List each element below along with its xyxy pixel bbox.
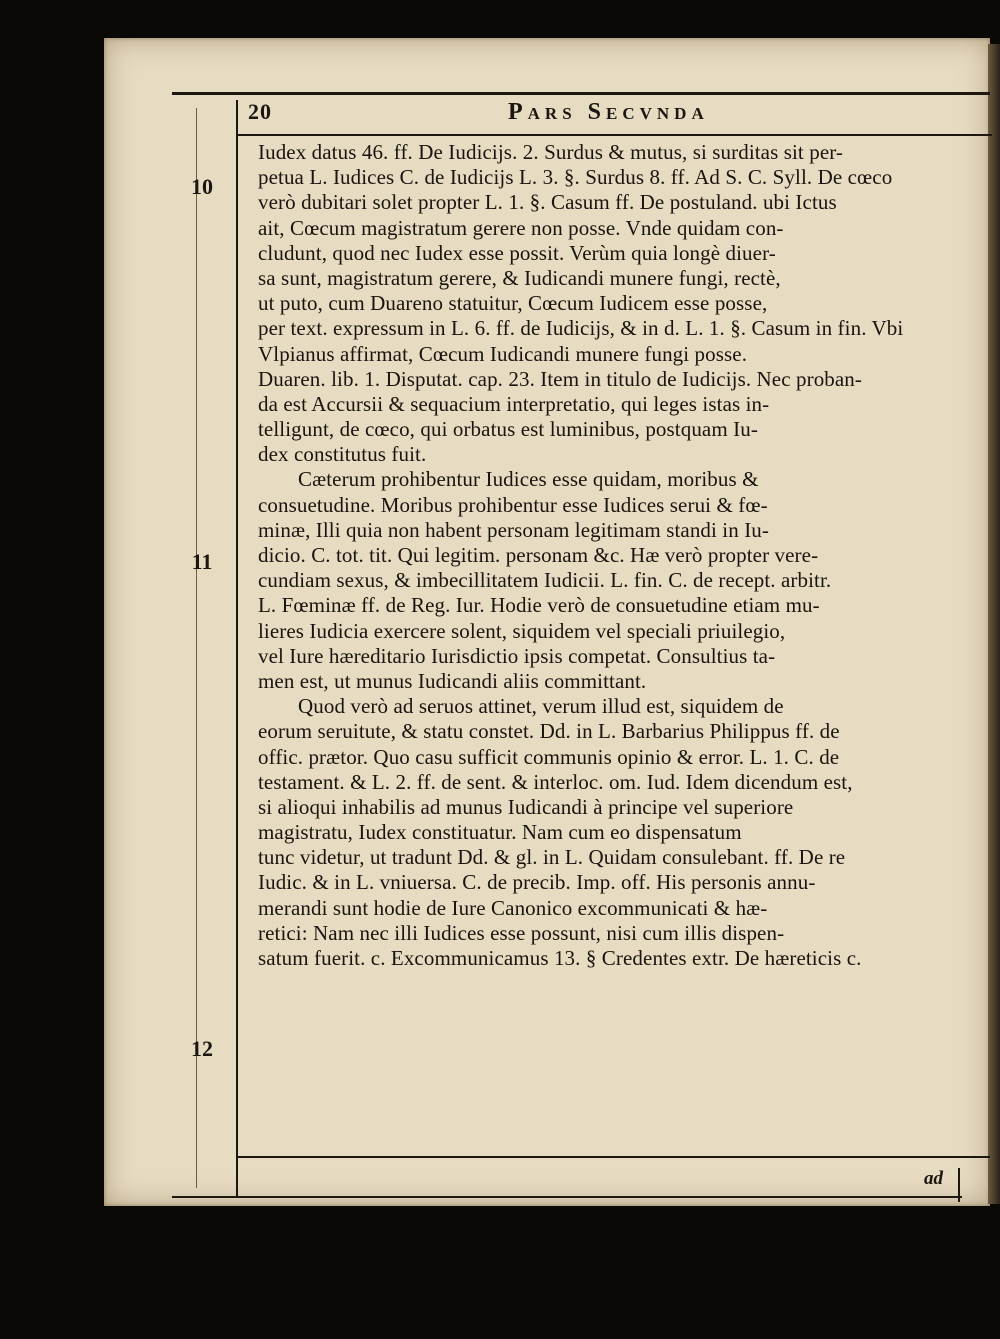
text-line: retici: Nam nec illi Iudices esse possunt, nisi cum illis dispen-	[258, 920, 785, 945]
text-line: dicio. C. tot. tit. Qui legitim. personam &c. Hæ verò propter vere-	[258, 543, 819, 567]
text-line: Iudex datus 46. ff. De Iudicijs. 2. Surdus & mutus, si surditas sit per-	[258, 140, 844, 164]
header-rule	[172, 92, 990, 95]
text-line: tunc videtur, ut tradunt Dd. & gl. in L. Quidam consulebant. ff. De re	[258, 845, 846, 870]
margin-number: 11	[191, 549, 213, 574]
text-line: ait, Cœcum magistratum gerere non posse. Vnde quidam con-	[258, 215, 784, 240]
text-line: petua L. Iudices C. de Iudicijs L. 3. §. Surdus 8. ff. Ad S. C. Syll. De cœco	[258, 165, 893, 190]
text-line: cludunt, quod nec Iudex esse possit. Verùm quia longè diuer-	[258, 240, 776, 265]
text-line: telligunt, de cœco, qui orbatus est luminibus, postquam Iu-	[258, 417, 758, 442]
text-line: verò dubitari solet propter L. 1. §. Casum ff. De postuland. ubi Ictus	[258, 190, 837, 215]
catchword: ad	[924, 1168, 943, 1189]
running-head: Pars Secvnda	[508, 99, 709, 125]
page-number: 20	[248, 99, 272, 124]
text-line: merandi sunt hodie de Iure Canonico excommunicati & hæ-	[258, 895, 768, 920]
text-line: ut puto, cum Duareno statuitur, Cœcum Iudicem esse posse,	[258, 291, 768, 316]
text-line: si alioqui inhabilis ad munus Iudicandi à principe vel superiore	[258, 794, 794, 819]
margin-rule	[196, 108, 197, 1188]
text-line: per text. expressum in L. 6. ff. de Iudicijs, & in d. L. 1. §. Casum in fin. Vbi	[258, 316, 904, 341]
paragraph-start-line: Cæterum prohibentur Iudices esse quidam, moribus &	[298, 467, 759, 492]
text-bottom-rule	[236, 1156, 990, 1158]
text-line: offic. prætor. Quo casu sufficit communis opinio & error. L. 1. C. de	[258, 744, 840, 769]
margin-number: 10	[191, 174, 213, 199]
margin-number: 12	[191, 1036, 213, 1061]
text-line: cundiam sexus, & imbecillitatem Iudicii. L. fin. C. de recept. arbitr.	[258, 568, 832, 593]
text-line: Vlpianus affirmat, Cœcum Iudicandi munere fungi posse.	[258, 341, 748, 366]
text-line: consuetudine. Moribus prohibentur esse Iudices serui & fœ-	[258, 492, 768, 517]
text-line: vel Iure hæreditario Iurisdictio ipsis competat. Consultius ta-	[258, 643, 776, 668]
text-line: men est, ut munus Iudicandi aliis committant.	[258, 668, 647, 693]
text-line: L. Fœminæ ff. de Reg. Iur. Hodie verò de consuetudine etiam mu-	[258, 593, 820, 618]
text-line: dex constitutus fuit.	[258, 442, 427, 467]
text-line: Iudic. & in L. vniuersa. C. de precib. Imp. off. His personis annu-	[258, 870, 816, 895]
text-line: da est Accursii & sequacium interpretatio, qui leges istas in-	[258, 391, 770, 416]
body-text	[258, 140, 958, 971]
text-line: sa sunt, magistratum gerere, & Iudicandi munere fungi, rectè,	[258, 265, 781, 290]
text-left-rule	[236, 100, 238, 1198]
page-bottom-rule	[172, 1196, 962, 1198]
text-top-rule	[236, 134, 992, 136]
text-line: satum fuerit. c. Excommunicamus 13. § Credentes extr. De hæreticis c.	[258, 946, 862, 970]
text-line: lieres Iudicia exercere solent, siquidem vel speciali priuilegio,	[258, 618, 786, 643]
text-line: testament. & L. 2. ff. de sent. & interloc. om. Iud. Idem dicendum est,	[258, 769, 853, 794]
text-line: magistratu, Iudex constituatur. Nam cum eo dispensatum	[258, 820, 742, 845]
text-line: Duaren. lib. 1. Disputat. cap. 23. Item in titulo de Iudicijs. Nec proban-	[258, 366, 863, 391]
catchword-rule	[958, 1168, 960, 1202]
text-line: minæ, Illi quia non habent personam legitimam standi in Iu-	[258, 517, 769, 542]
text-line: eorum seruitute, & statu constet. Dd. in L. Barbarius Philippus ff. de	[258, 719, 840, 744]
book-spine-edge	[988, 44, 1000, 1204]
paragraph-start-line: Quod verò ad seruos attinet, verum illud est, siquidem de	[298, 694, 784, 719]
